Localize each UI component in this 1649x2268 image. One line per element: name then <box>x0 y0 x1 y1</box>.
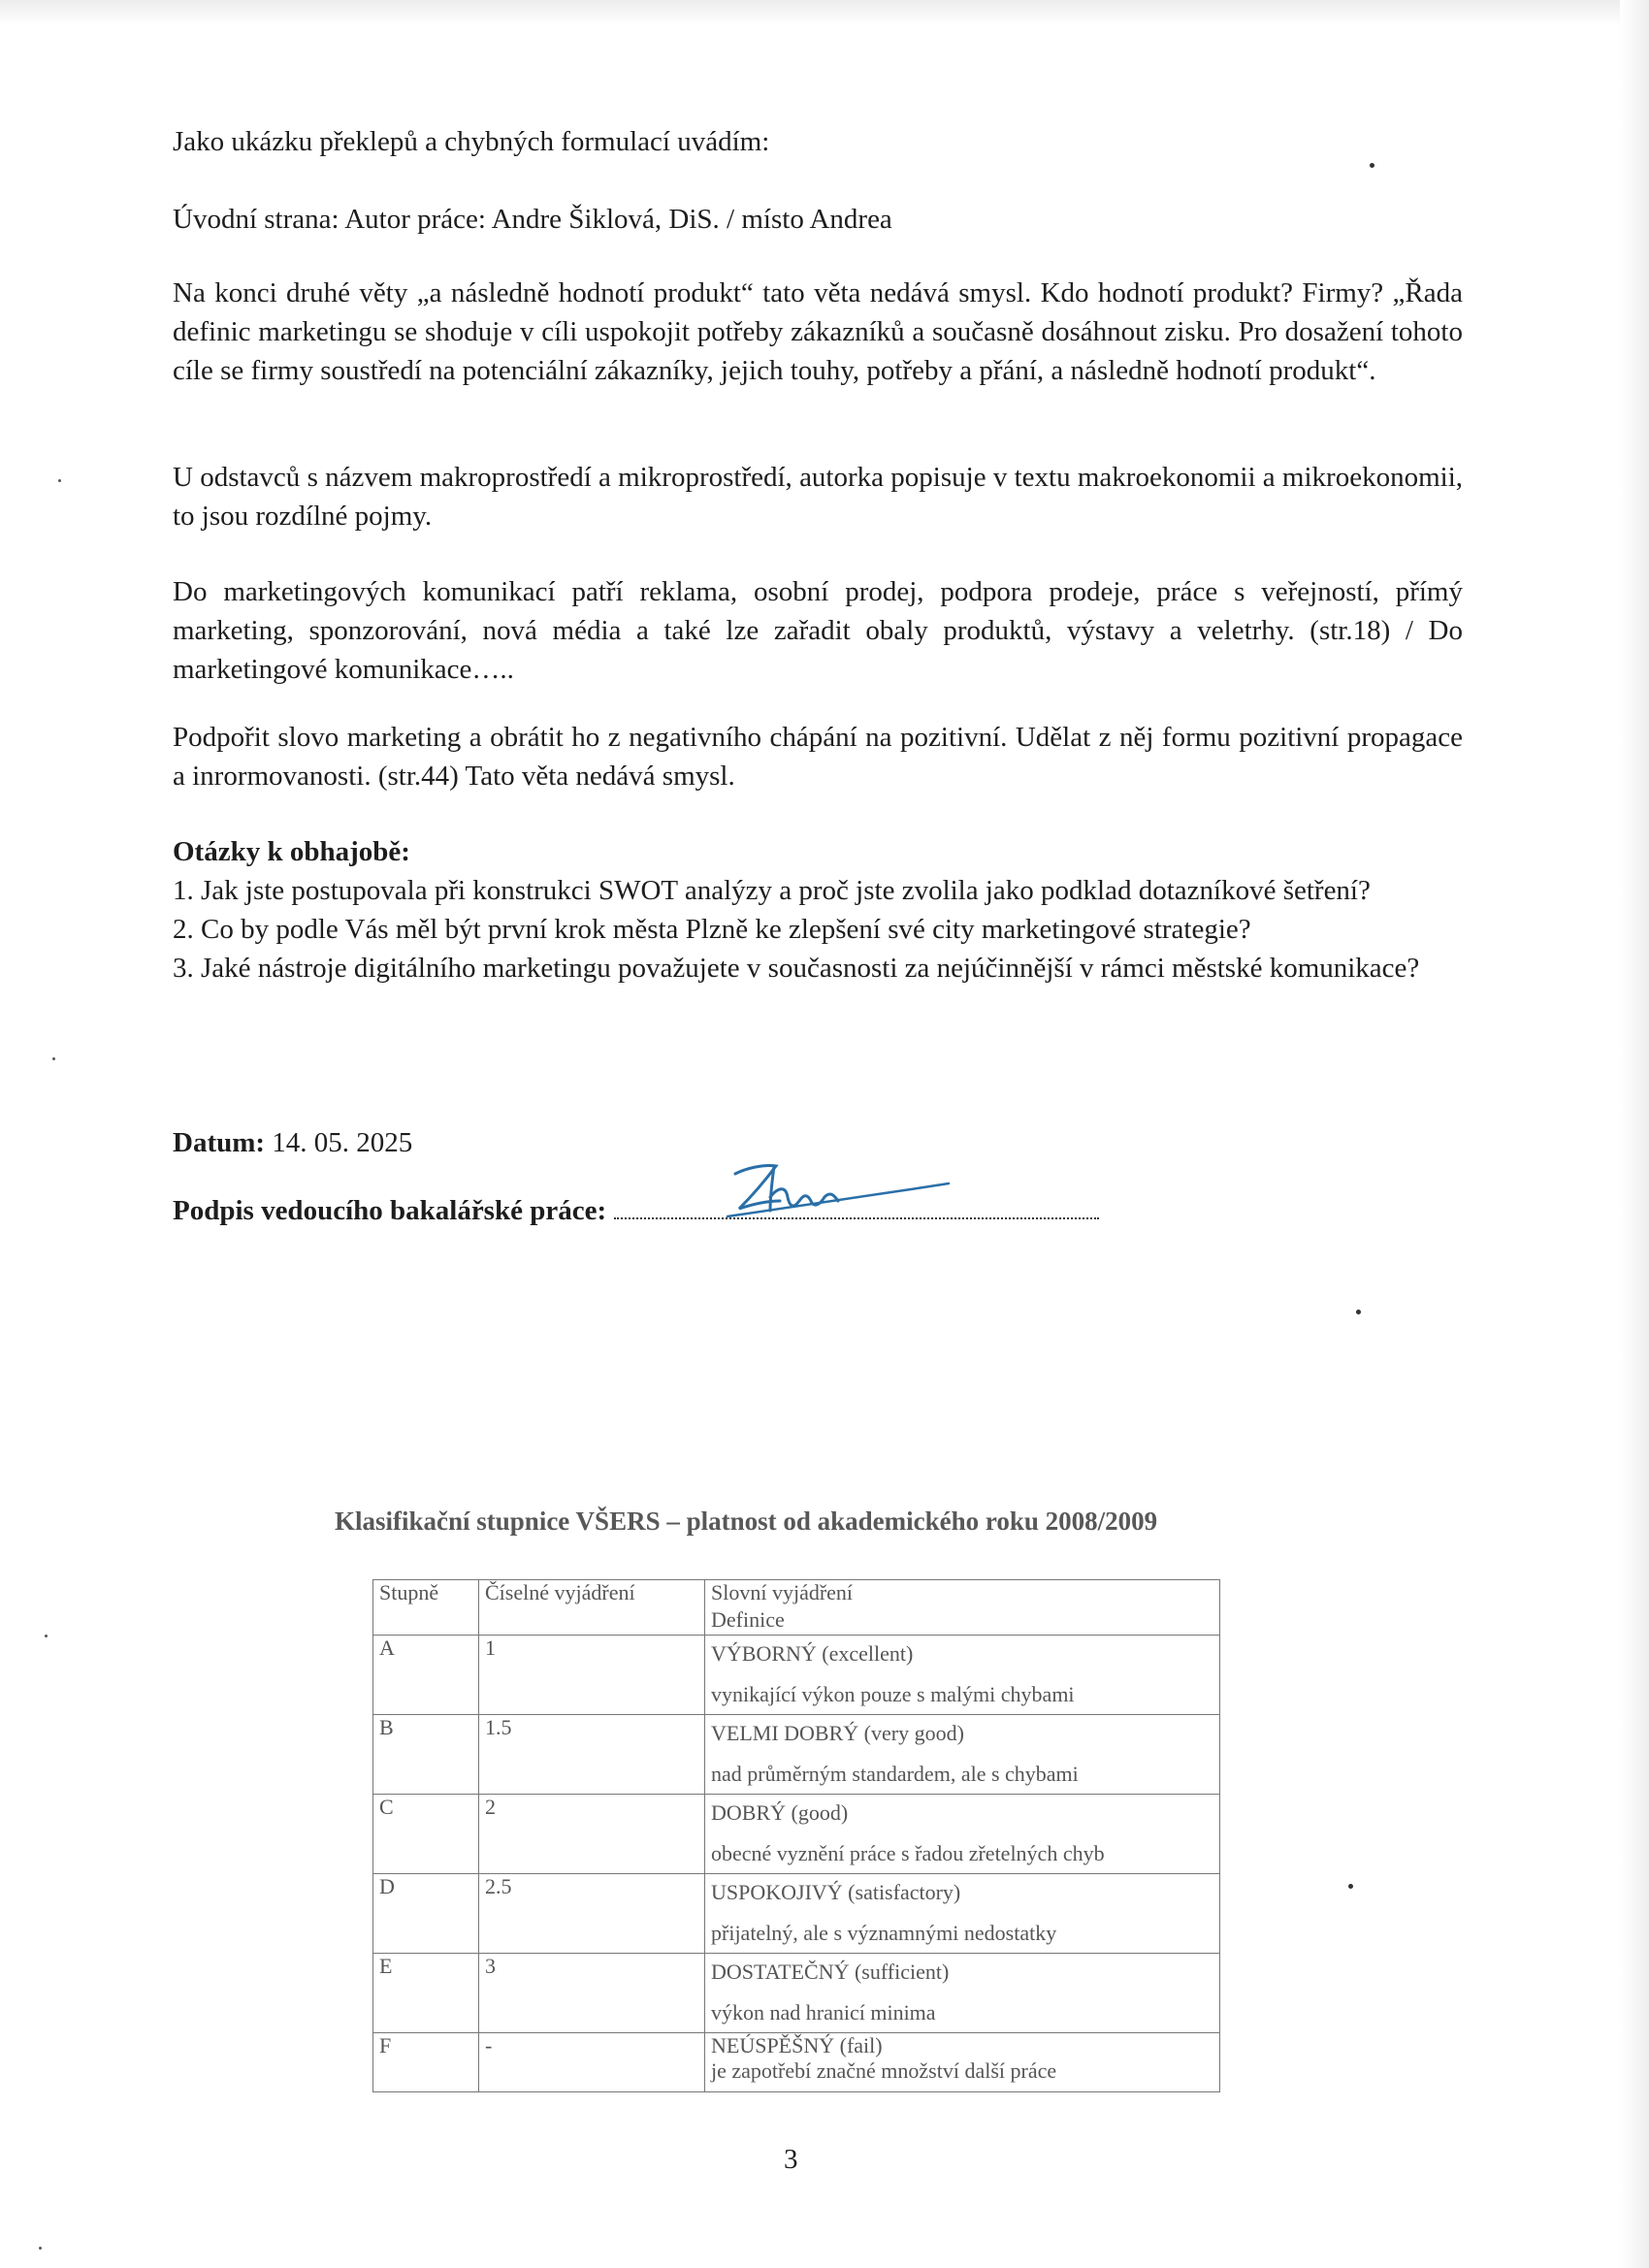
row-verbal: NEÚSPĚŠNÝ (fail) <box>711 2033 883 2057</box>
intro-paragraph <box>173 122 1463 161</box>
row-verbal: DOBRÝ (good) <box>711 1800 849 1825</box>
second-sentence-text: Na konci druhé věty „a následně hodnotí produkt“ tato věta nedává smysl. Kdo hodnotí produkt? Firmy? „Řada definic marketingu se shoduje v cíli uspokojit potřeby zákazníků a současně dosáhnout zisku. Pro dosažení tohoto cíle se firmy soustředí na potenciální zákazníky, jejich touhy, potřeby a přání, a následně hodnotí produkt“. <box>173 277 1463 386</box>
communications-paragraph <box>173 572 1463 689</box>
date-value: 14. 05. 2025 <box>272 1127 413 1158</box>
intro-text: Jako ukázku překlepů a chybných formulací uvádím: <box>173 126 770 157</box>
row-verbal-cell <box>705 1954 1220 2033</box>
question-item: 2. Co by podle Vás měl být první krok města Plzně ke zlepšení své city marketingové strategie? <box>173 914 1251 945</box>
scan-speck <box>45 1635 48 1637</box>
row-verbal: VÝBORNÝ (excellent) <box>711 1641 914 1666</box>
scan-speck <box>1370 163 1374 168</box>
scan-speck <box>58 479 61 482</box>
table-row <box>373 1636 1220 1715</box>
row-numeric: 1.5 <box>479 1715 705 1795</box>
row-grade: F <box>373 2033 479 2092</box>
table-row <box>373 2033 1220 2092</box>
row-definition: přijatelný, ale s významnými nedostatky <box>711 1921 1057 1945</box>
grading-scale-table <box>372 1579 1220 2092</box>
row-grade: B <box>373 1715 479 1795</box>
page-number: 3 <box>784 2144 798 2175</box>
row-definition: nad průměrným standardem, ale s chybami <box>711 1762 1079 1786</box>
header-verbal-definition <box>705 1580 1220 1636</box>
question-item: 3. Jaké nástroje digitálního marketingu považujete v současnosti za nejúčinnější v rámci městské komunikace? <box>173 953 1420 984</box>
defense-questions <box>173 832 1463 988</box>
row-grade: E <box>373 1954 479 2033</box>
signature-label: Podpis vedoucího bakalářské práce: <box>173 1195 607 1226</box>
table-row <box>373 1954 1220 2033</box>
row-verbal-cell <box>705 2033 1220 2092</box>
scan-speck <box>1356 1310 1361 1314</box>
handwritten-signature <box>718 1152 951 1230</box>
scan-speck <box>52 1057 55 1060</box>
row-verbal-cell <box>705 1874 1220 1954</box>
row-numeric: 2 <box>479 1795 705 1874</box>
macro-micro-paragraph <box>173 458 1463 535</box>
row-numeric: 2.5 <box>479 1874 705 1954</box>
scan-speck <box>1348 1884 1353 1889</box>
table-row <box>373 1874 1220 1954</box>
row-grade: D <box>373 1874 479 1954</box>
row-grade: A <box>373 1636 479 1715</box>
header-numeric: Číselné vyjádření <box>479 1580 705 1636</box>
row-numeric: 1 <box>479 1636 705 1715</box>
title-page-paragraph <box>173 200 1463 239</box>
row-verbal: DOSTATEČNÝ (sufficient) <box>711 1960 950 1984</box>
row-numeric: 3 <box>479 1954 705 2033</box>
table-row <box>373 1715 1220 1795</box>
row-grade: C <box>373 1795 479 1874</box>
row-numeric: - <box>479 2033 705 2092</box>
header-definition: Definice <box>711 1607 785 1632</box>
communications-text: Do marketingových komunikací patří reklama, osobní prodej, podpora prodeje, práce s veřejností, přímý marketing, sponzorování, nová média a také lze zařadit obaly produktů, výstavy a veletrhy. (str.18) / Do marketingové komunikace….. <box>173 576 1463 685</box>
support-text: Podpořit slovo marketing a obrátit ho z negativního chápání na pozitivní. Udělat z něj formu pozitivní propagace a inrormovanosti. (str.44) Tato věta nedává smysl. <box>173 722 1463 792</box>
row-definition: obecné vyznění práce s řadou zřetelných chyb <box>711 1841 1105 1865</box>
row-definition: je zapotřebí značné množství další práce <box>711 2058 1057 2083</box>
questions-heading: Otázky k obhajobě: <box>173 836 410 867</box>
title-page-text: Úvodní strana: Autor práce: Andre Šiklová, DiS. / místo Andrea <box>173 204 892 235</box>
row-definition: výkon nad hranicí minima <box>711 2000 936 2025</box>
row-definition: vynikající výkon pouze s malými chybami <box>711 1682 1075 1706</box>
row-verbal: VELMI DOBRÝ (very good) <box>711 1721 964 1745</box>
row-verbal-cell <box>705 1636 1220 1715</box>
macro-micro-text: U odstavců s názvem makroprostředí a mikroprostředí, autorka popisuje v textu makroekonomii a mikroekonomii, to jsou rozdílné pojmy. <box>173 462 1463 532</box>
table-row <box>373 1795 1220 1874</box>
header-verbal: Slovní vyjádření <box>711 1580 854 1604</box>
question-item: 1. Jak jste postupovala při konstrukci SWOT analýzy a proč jste zvolila jako podklad dotazníkové šetření? <box>173 875 1371 906</box>
second-sentence-paragraph <box>173 274 1463 390</box>
grading-scale-title: Klasifikační stupnice VŠERS – platnost od akademického roku 2008/2009 <box>335 1507 1158 1536</box>
scan-speck <box>39 2247 42 2250</box>
table-header-row <box>373 1580 1220 1636</box>
scan-shadow-right <box>1620 0 1649 2268</box>
scan-shadow-top <box>0 0 1649 25</box>
row-verbal-cell <box>705 1715 1220 1795</box>
header-grade: Stupně <box>373 1580 479 1636</box>
date-label: Datum: <box>173 1127 266 1158</box>
row-verbal-cell <box>705 1795 1220 1874</box>
support-paragraph <box>173 718 1463 795</box>
row-verbal: USPOKOJIVÝ (satisfactory) <box>711 1880 961 1904</box>
